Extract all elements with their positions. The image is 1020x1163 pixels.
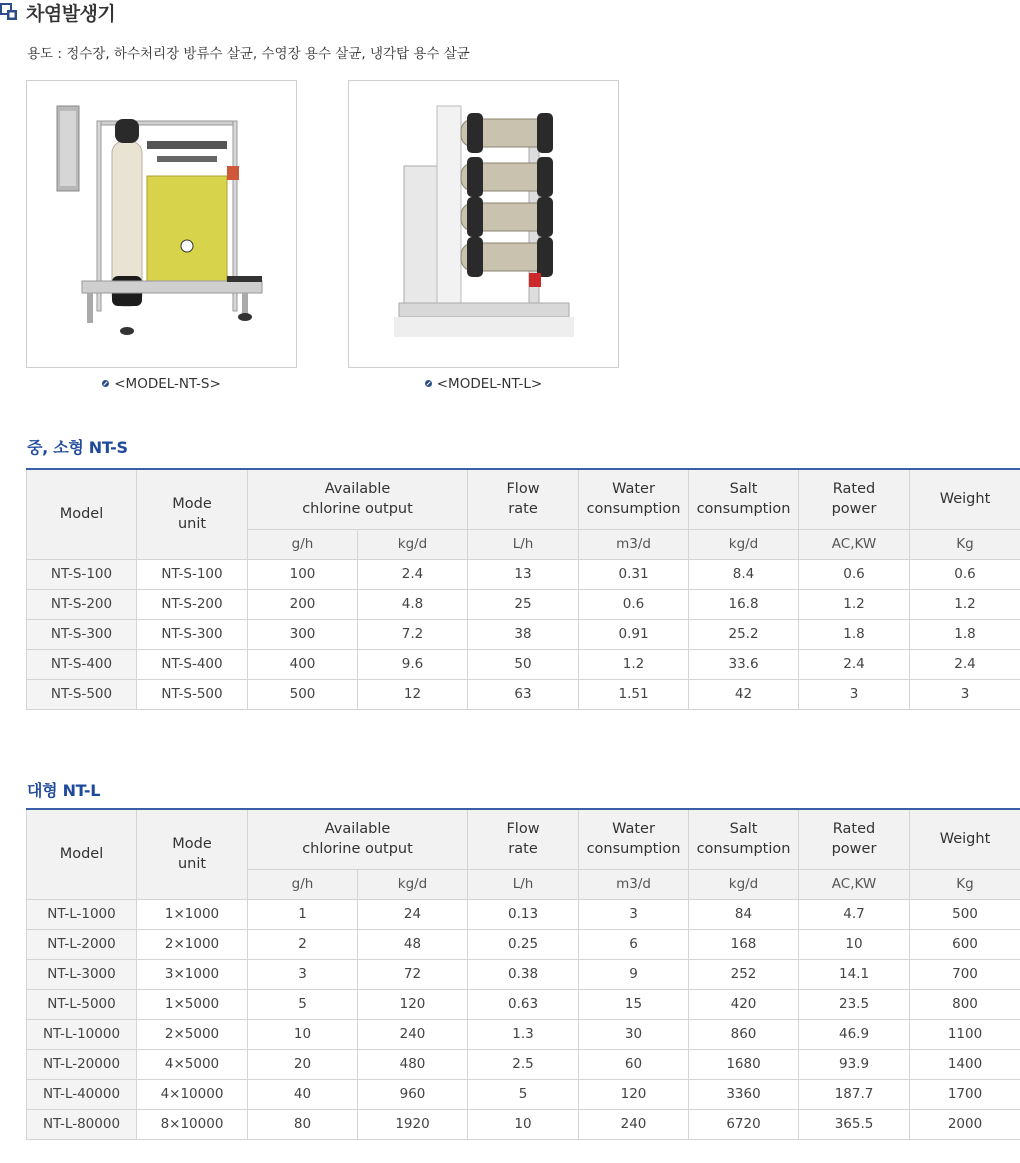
table-cell: 0.63 <box>468 989 579 1019</box>
table-cell: 2.5 <box>468 1049 579 1079</box>
product-image-nt-s <box>26 80 297 368</box>
product-caption-nt-s <box>26 376 297 392</box>
table-cell: 1.2 <box>579 649 689 679</box>
header-rated-power: Rated power <box>799 809 910 869</box>
table-cell: 40 <box>248 1079 358 1109</box>
table-row <box>27 959 1020 989</box>
unit-cell: kg/d <box>358 869 468 899</box>
table-cell: 5 <box>248 989 358 1019</box>
header-chlorine-output: Available chlorine output <box>248 469 468 529</box>
nt-l-illustration <box>349 81 618 367</box>
table-cell: 480 <box>358 1049 468 1079</box>
table-cell: 3 <box>910 679 1020 709</box>
table-row <box>27 1019 1020 1049</box>
unit-cell: L/h <box>468 529 579 559</box>
table-cell: 2 <box>248 929 358 959</box>
table-cell: 3 <box>799 679 910 709</box>
table-cell: 365.5 <box>799 1109 910 1139</box>
table-cell: 4.7 <box>799 899 910 929</box>
table-row <box>27 1049 1020 1079</box>
table-cell: 84 <box>689 899 799 929</box>
table-cell: 1.2 <box>910 589 1020 619</box>
table-cell: 300 <box>248 619 358 649</box>
table-cell: 1100 <box>910 1019 1020 1049</box>
table-cell: 63 <box>468 679 579 709</box>
table-cell: 2.4 <box>358 559 468 589</box>
table-cell: 72 <box>358 959 468 989</box>
table-cell: 4×10000 <box>137 1079 248 1109</box>
table-cell: 3 <box>248 959 358 989</box>
table-row <box>27 1079 1020 1109</box>
header-rated-power: Rated power <box>799 469 910 529</box>
table-cell: 24 <box>358 899 468 929</box>
table-cell: 4×5000 <box>137 1049 248 1079</box>
table-cell: 6720 <box>689 1109 799 1139</box>
table-body-nt-l <box>27 899 1020 1139</box>
header-weight: Weight <box>910 809 1020 869</box>
table-cell: 1.51 <box>579 679 689 709</box>
table-cell: 3 <box>579 899 689 929</box>
header-flow-rate: Flow rate <box>468 809 579 869</box>
table-cell: 1700 <box>910 1079 1020 1109</box>
table-body-nt-s <box>27 559 1020 709</box>
table-cell: 16.8 <box>689 589 799 619</box>
product-image-nt-l <box>348 80 619 368</box>
unit-cell: AC,KW <box>799 869 910 899</box>
table-cell: 2.4 <box>910 649 1020 679</box>
model-cell: NT-S-400 <box>27 649 137 679</box>
table-cell: 0.6 <box>910 559 1020 589</box>
table-cell: 8.4 <box>689 559 799 589</box>
unit-cell: m3/d <box>579 529 689 559</box>
table-cell: 46.9 <box>799 1019 910 1049</box>
header-flow-rate: Flow rate <box>468 469 579 529</box>
unit-cell: Kg <box>910 529 1020 559</box>
table-cell: 0.13 <box>468 899 579 929</box>
table-cell: 20 <box>248 1049 358 1079</box>
table-cell: 25.2 <box>689 619 799 649</box>
table-cell: 15 <box>579 989 689 1019</box>
model-cell: NT-S-300 <box>27 619 137 649</box>
model-cell: NT-L-2000 <box>27 929 137 959</box>
header-chlorine-output: Available chlorine output <box>248 809 468 869</box>
table-cell: 1.8 <box>799 619 910 649</box>
model-cell: NT-S-200 <box>27 589 137 619</box>
table-cell: 6 <box>579 929 689 959</box>
table-cell: 30 <box>579 1019 689 1049</box>
table-cell: 10 <box>799 929 910 959</box>
table-cell: 500 <box>248 679 358 709</box>
unit-cell: g/h <box>248 869 358 899</box>
table-row <box>27 559 1020 589</box>
table-cell: 187.7 <box>799 1079 910 1109</box>
header-water-consumption: Water consumption <box>579 469 689 529</box>
table-cell: 400 <box>248 649 358 679</box>
table-cell: 0.38 <box>468 959 579 989</box>
spec-table-nt-s <box>26 468 1020 710</box>
section-title-nt-l: 대형 NT-L <box>27 781 101 800</box>
table-cell: 12 <box>358 679 468 709</box>
header-mode-unit: Mode unit <box>137 469 248 559</box>
table-row <box>27 589 1020 619</box>
page-header <box>0 0 115 24</box>
table-cell: 14.1 <box>799 959 910 989</box>
table-cell: 38 <box>468 619 579 649</box>
bullet-icon <box>425 380 432 387</box>
table-cell: 50 <box>468 649 579 679</box>
table-cell: 10 <box>248 1019 358 1049</box>
table-row <box>27 649 1020 679</box>
table-cell: 700 <box>910 959 1020 989</box>
table-cell: NT-S-200 <box>137 589 248 619</box>
table-cell: 252 <box>689 959 799 989</box>
table-cell: 23.5 <box>799 989 910 1019</box>
table-cell: 0.25 <box>468 929 579 959</box>
table-cell: 8×10000 <box>137 1109 248 1139</box>
table-cell: NT-S-300 <box>137 619 248 649</box>
table-cell: 1400 <box>910 1049 1020 1079</box>
table-row <box>27 929 1020 959</box>
table-cell: 1920 <box>358 1109 468 1139</box>
model-cell: NT-L-5000 <box>27 989 137 1019</box>
usage-text: 용도 : 정수장, 하수처리장 방류수 살균, 수영장 용수 살균, 냉각탑 용수 살균 <box>27 46 470 62</box>
table-cell: 100 <box>248 559 358 589</box>
table-cell: 33.6 <box>689 649 799 679</box>
section-title-nt-s: 중, 소형 NT-S <box>27 438 128 457</box>
table-cell: 1 <box>248 899 358 929</box>
table-cell: 0.6 <box>799 559 910 589</box>
table-cell: 1.2 <box>799 589 910 619</box>
table-cell: 2×5000 <box>137 1019 248 1049</box>
table-cell: 7.2 <box>358 619 468 649</box>
table-cell: NT-S-400 <box>137 649 248 679</box>
table-cell: 800 <box>910 989 1020 1019</box>
model-cell: NT-L-1000 <box>27 899 137 929</box>
table-cell: 420 <box>689 989 799 1019</box>
table-cell: 168 <box>689 929 799 959</box>
table-cell: 240 <box>358 1019 468 1049</box>
table-cell: 600 <box>910 929 1020 959</box>
title-icon <box>0 3 18 21</box>
table-cell: 0.6 <box>579 589 689 619</box>
table-cell: 60 <box>579 1049 689 1079</box>
product-caption-nt-l <box>348 376 619 392</box>
unit-cell: g/h <box>248 529 358 559</box>
table-cell: NT-S-500 <box>137 679 248 709</box>
table-row <box>27 619 1020 649</box>
table-cell: 93.9 <box>799 1049 910 1079</box>
table-cell: 240 <box>579 1109 689 1139</box>
table-cell: 960 <box>358 1079 468 1109</box>
model-cell: NT-L-80000 <box>27 1109 137 1139</box>
table-cell: 9 <box>579 959 689 989</box>
table-cell: 48 <box>358 929 468 959</box>
unit-cell: kg/d <box>689 869 799 899</box>
header-weight: Weight <box>910 469 1020 529</box>
table-cell: 3×1000 <box>137 959 248 989</box>
table-cell: 1×1000 <box>137 899 248 929</box>
model-cell: NT-S-500 <box>27 679 137 709</box>
model-cell: NT-S-100 <box>27 559 137 589</box>
header-salt-consumption: Salt consumption <box>689 469 799 529</box>
table-row <box>27 989 1020 1019</box>
table-cell: 1.3 <box>468 1019 579 1049</box>
table-cell: NT-S-100 <box>137 559 248 589</box>
table-cell: 1.8 <box>910 619 1020 649</box>
unit-cell: L/h <box>468 869 579 899</box>
table-cell: 2000 <box>910 1109 1020 1139</box>
header-mode-unit: Mode unit <box>137 809 248 899</box>
unit-cell: m3/d <box>579 869 689 899</box>
table-cell: 860 <box>689 1019 799 1049</box>
table-cell: 3360 <box>689 1079 799 1109</box>
table-cell: 42 <box>689 679 799 709</box>
table-cell: 25 <box>468 589 579 619</box>
unit-cell: AC,KW <box>799 529 910 559</box>
table-cell: 120 <box>579 1079 689 1109</box>
header-model: Model <box>27 469 137 559</box>
table-cell: 80 <box>248 1109 358 1139</box>
unit-cell: Kg <box>910 869 1020 899</box>
page-title: 차염발생기 <box>26 2 116 25</box>
model-cell: NT-L-20000 <box>27 1049 137 1079</box>
table-cell: 200 <box>248 589 358 619</box>
model-cell: NT-L-40000 <box>27 1079 137 1109</box>
unit-cell: kg/d <box>689 529 799 559</box>
caption-text: <MODEL-NT-S> <box>114 376 221 392</box>
table-cell: 4.8 <box>358 589 468 619</box>
nt-s-illustration <box>27 81 296 367</box>
table-cell: 1×5000 <box>137 989 248 1019</box>
header-model: Model <box>27 809 137 899</box>
caption-text: <MODEL-NT-L> <box>436 376 543 392</box>
table-row <box>27 899 1020 929</box>
model-cell: NT-L-10000 <box>27 1019 137 1049</box>
table-cell: 0.31 <box>579 559 689 589</box>
table-cell: 13 <box>468 559 579 589</box>
bullet-icon <box>102 380 109 387</box>
table-cell: 2.4 <box>799 649 910 679</box>
table-row <box>27 679 1020 709</box>
table-cell: 1680 <box>689 1049 799 1079</box>
unit-cell: kg/d <box>358 529 468 559</box>
table-cell: 120 <box>358 989 468 1019</box>
table-cell: 500 <box>910 899 1020 929</box>
header-water-consumption: Water consumption <box>579 809 689 869</box>
model-cell: NT-L-3000 <box>27 959 137 989</box>
table-cell: 5 <box>468 1079 579 1109</box>
header-salt-consumption: Salt consumption <box>689 809 799 869</box>
table-cell: 2×1000 <box>137 929 248 959</box>
table-cell: 9.6 <box>358 649 468 679</box>
table-cell: 0.91 <box>579 619 689 649</box>
spec-table-nt-l <box>26 808 1020 1140</box>
table-row <box>27 1109 1020 1139</box>
table-cell: 10 <box>468 1109 579 1139</box>
